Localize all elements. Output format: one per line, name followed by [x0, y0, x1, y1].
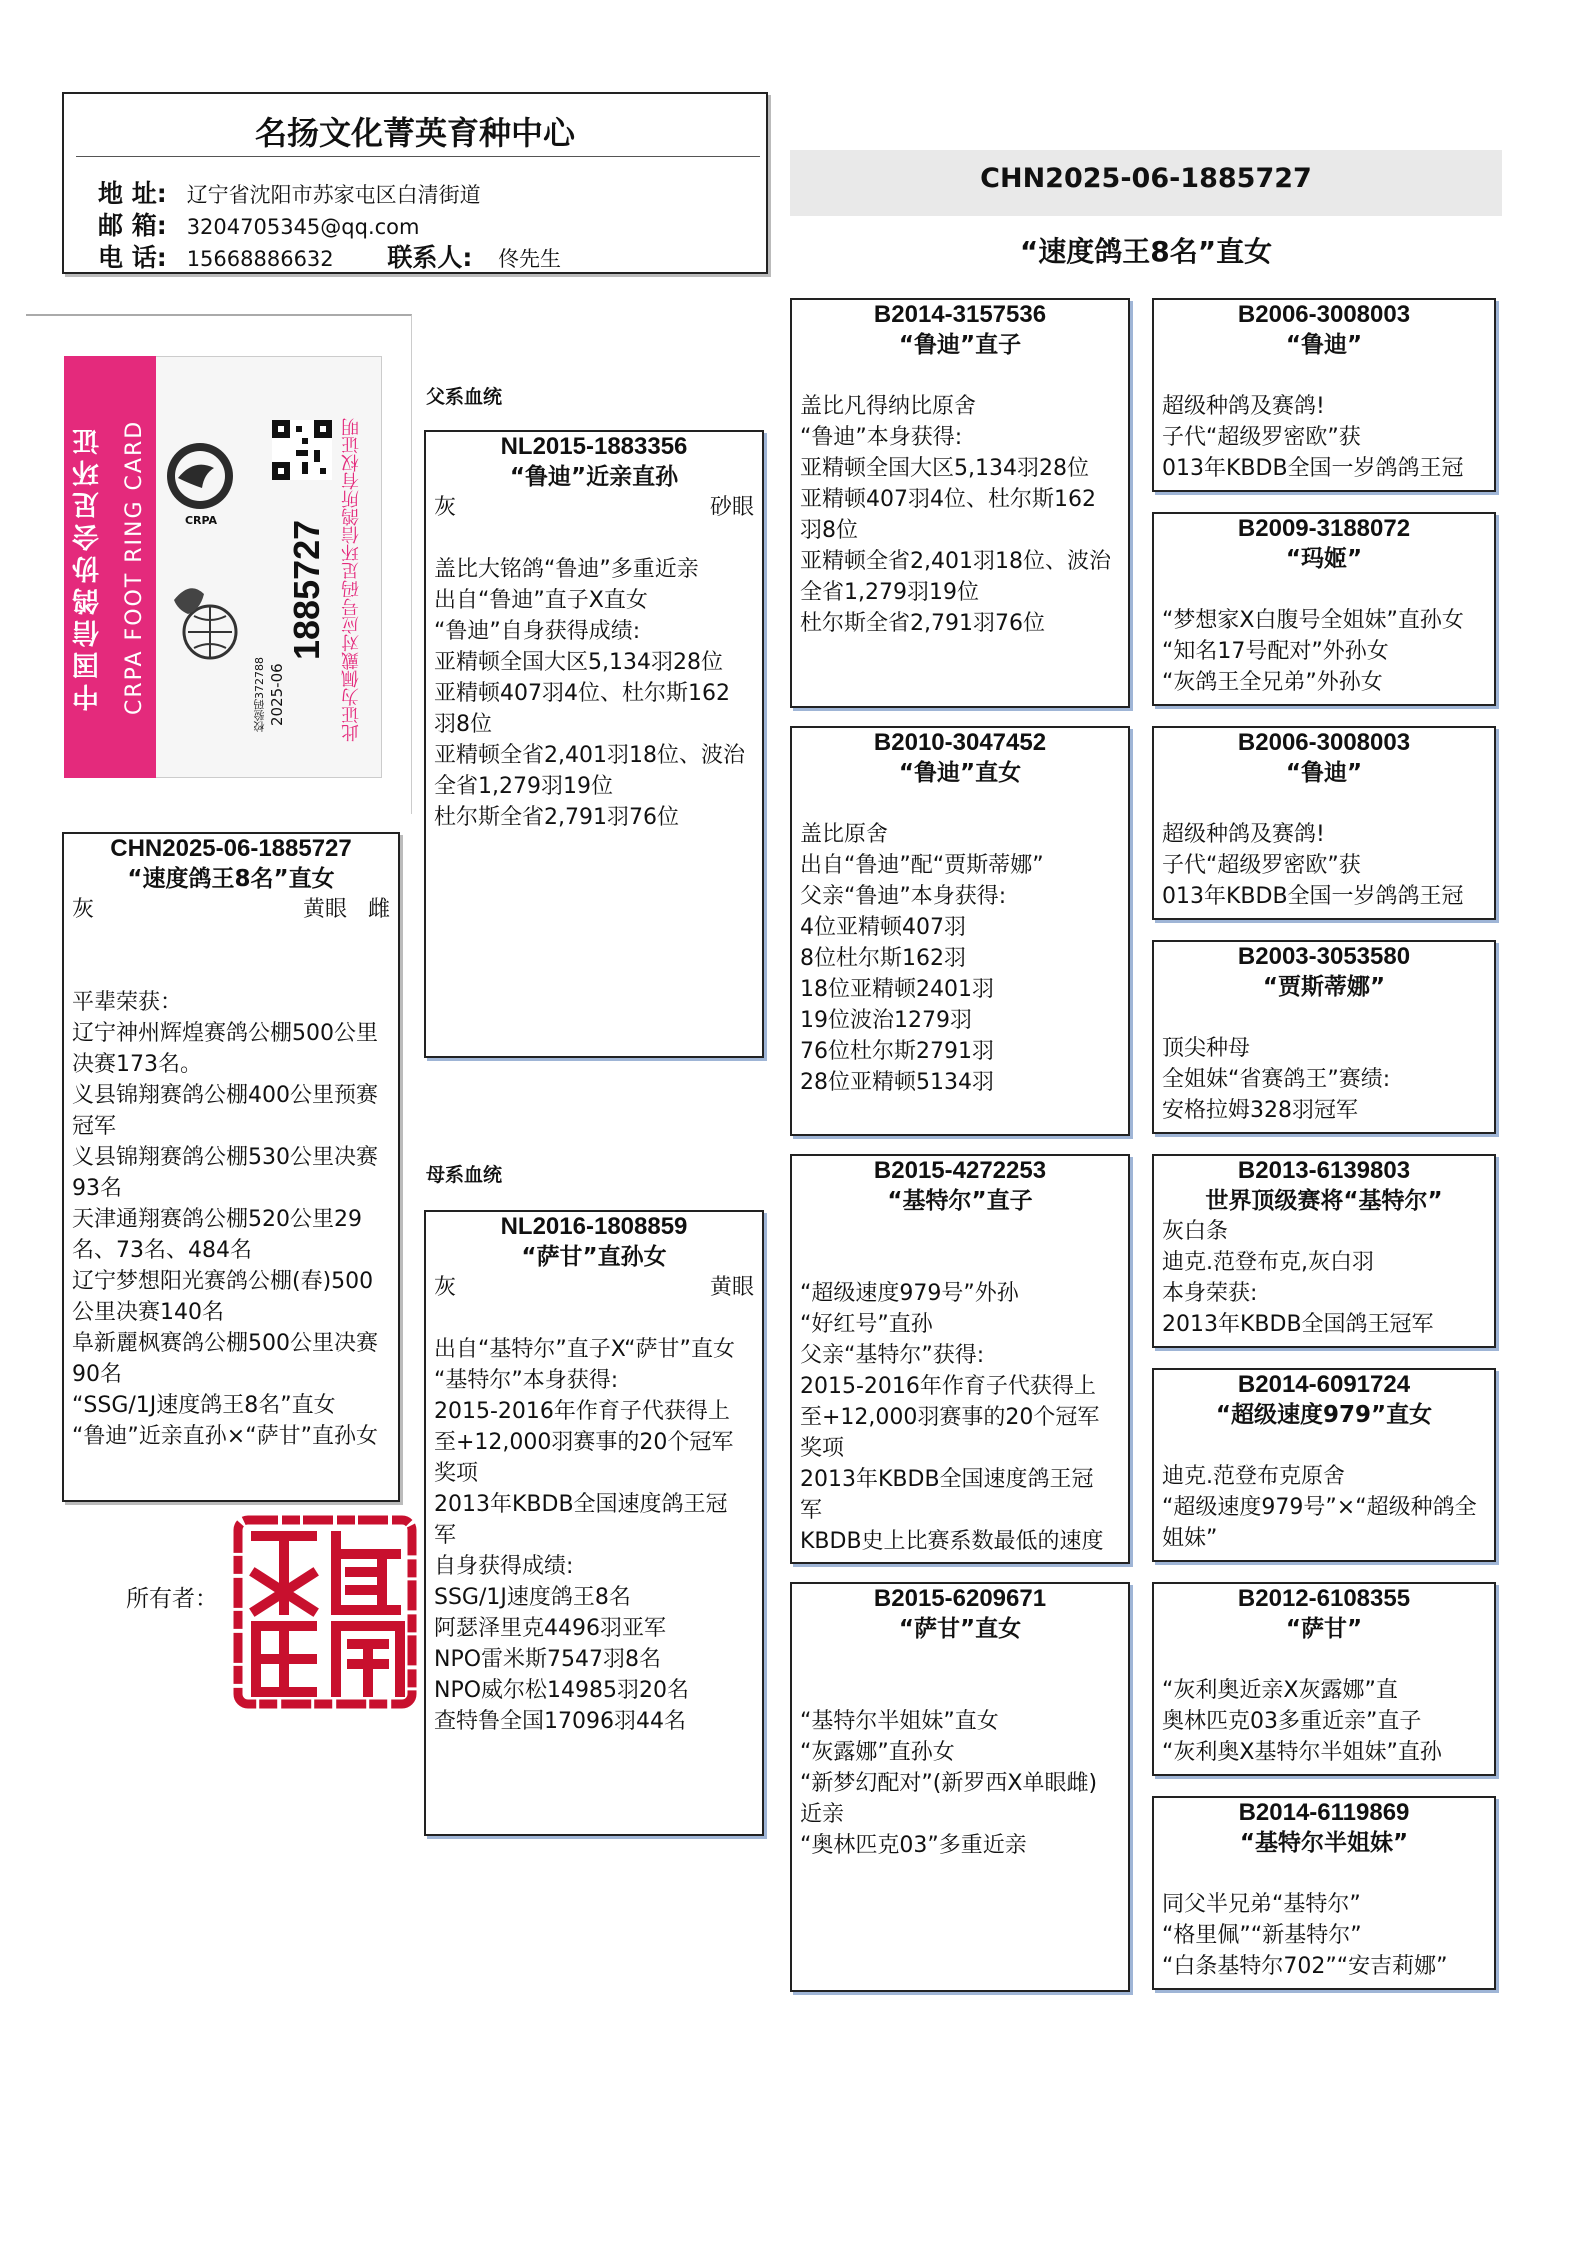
- note-line: 羽8位: [434, 712, 492, 737]
- note-line: 辽宁神州辉煌赛鸽公棚500公里: [72, 1021, 378, 1046]
- note-line: 羽8位: [800, 518, 858, 543]
- sire-ring-id: NL2015-1883356: [500, 433, 688, 460]
- note-line: 76位杜尔斯2791羽: [800, 1039, 994, 1064]
- ring-card-org-en: CRPA FOOT RING CARD: [122, 419, 147, 715]
- ggp-box-5: [1152, 1154, 1496, 1348]
- note-line: 全姐妹“省赛鸽王”赛绩:: [1162, 1067, 1391, 1092]
- note-line: “鲁迪”本身获得:: [800, 425, 963, 450]
- note-line: 2015-2016年作育子代获得上: [434, 1399, 730, 1424]
- note-line: SSG/1J速度鸽王8名: [434, 1585, 631, 1610]
- note-line: “超级速度979号”×“超级种鸽全: [1162, 1495, 1477, 1520]
- note-line: 盖比凡得纳比原舍: [800, 394, 977, 419]
- granddam-maternal-box: [790, 1582, 1130, 1992]
- crpa-logo-icon: [164, 440, 236, 512]
- note-line: 军: [434, 1523, 457, 1548]
- note-line: “基特尔半姐妹”直女: [800, 1709, 999, 1734]
- dam-eye: 黄眼: [709, 1275, 754, 1300]
- note-line: 8位杜尔斯162羽: [800, 946, 966, 971]
- ggp-box-2: [1152, 512, 1496, 706]
- ggp-box-8: [1152, 1796, 1496, 1990]
- note-line: “灰露娜”直孙女: [800, 1740, 955, 1765]
- note-line: 全省1,279羽19位: [434, 774, 613, 799]
- note-line: 至+12,000羽赛事的20个冠军: [434, 1430, 734, 1455]
- note-line: “灰鸽王全兄弟”外孙女: [1162, 670, 1383, 695]
- note-line: 安格拉姆328羽冠军: [1162, 1098, 1358, 1123]
- subject-notes: [64, 987, 398, 1452]
- ggp-ring-id: B2003-3053580: [1237, 943, 1411, 970]
- note-line: 杜尔斯全省2,791羽76位: [434, 805, 679, 830]
- note-line: 亚精顿407羽4位、杜尔斯162: [434, 681, 730, 706]
- ggp-ring-id: B2014-6091724: [1237, 1371, 1411, 1398]
- subject-ring-id: CHN2025-06-1885727: [110, 835, 352, 862]
- subject-traits: [64, 894, 398, 925]
- dam-color: 灰: [434, 1275, 457, 1300]
- sire-name: “鲁迪”近亲直孙: [509, 464, 679, 490]
- note-line: “SSG/1J速度鸽王8名”直女: [72, 1393, 336, 1418]
- note-line: 灰白条: [1162, 1219, 1229, 1244]
- ggp-ring-id: B2006-3008003: [1237, 729, 1411, 756]
- note-line: 2013年KBDB全国速度鸽王冠: [800, 1467, 1094, 1492]
- note-line: 义县锦翔赛鸽公棚400公里预赛: [72, 1083, 378, 1108]
- note-line: 亚精顿全省2,401羽18位、波治: [434, 743, 745, 768]
- note-line: 奥林匹克03多重近亲”直子: [1162, 1709, 1422, 1734]
- gp-name: “基特尔”直子: [887, 1188, 1033, 1214]
- note-line: “新梦幻配对”(新罗西X单眼雌): [800, 1771, 1098, 1796]
- hero-title: “速度鸽王8名”直女: [1019, 235, 1273, 268]
- dam-ring-id: NL2016-1808859: [500, 1213, 688, 1240]
- owner-label: 所有者：: [126, 1586, 218, 1612]
- dam-section-label: 母系血统: [426, 1164, 503, 1186]
- note-line: 迪克.范登布克原舍: [1162, 1464, 1345, 1489]
- note-line: 超级种鸽及赛鸽!: [1162, 394, 1325, 419]
- note-line: 同父半兄弟“基特尔”: [1162, 1892, 1361, 1917]
- hero-ring-id: CHN2025-06-1885727: [980, 163, 1312, 194]
- breeder-info-box: [62, 92, 768, 274]
- note-line: “灰利奥X基特尔半姐妹”直孙: [1162, 1740, 1442, 1765]
- note-line: 本身荣获:: [1162, 1281, 1258, 1306]
- ggp-ring-id: B2006-3008003: [1237, 301, 1411, 328]
- pigeon-globe-icon: [170, 570, 240, 690]
- subject-sex: 雌: [367, 897, 390, 922]
- note-line: “超级速度979号”外孙: [800, 1281, 1019, 1306]
- note-line: 姐妹”: [1162, 1526, 1218, 1551]
- phone-row: [98, 238, 561, 274]
- ggp-ring-id: B2013-6139803: [1237, 1157, 1411, 1184]
- ring-card-org-zh: 中国信鸽协会足环证: [73, 423, 104, 711]
- note-line: 013年KBDB全国一岁鸽鸽王冠: [1162, 884, 1464, 909]
- note-line: 出自“鲁迪”配“贾斯蒂娜”: [800, 853, 1044, 878]
- phone-label: 电 话:: [98, 243, 167, 272]
- gp-name: “鲁迪”直子: [898, 332, 1022, 358]
- note-line: 19位波治1279羽: [800, 1008, 972, 1033]
- ggp-name: “超级速度979”直女: [1215, 1402, 1433, 1428]
- note-line: KBDB史上比赛系数最低的速度: [800, 1529, 1104, 1554]
- phone-value: 15668886632: [186, 247, 334, 271]
- sire-color: 灰: [434, 495, 457, 520]
- ggp-name: “贾斯蒂娜”: [1262, 974, 1386, 1000]
- note-line: “奥林匹克03”多重近亲: [800, 1833, 1027, 1858]
- contact-value: 佟先生: [498, 247, 562, 271]
- note-line: “灰利奥近亲X灰露娜”直: [1162, 1678, 1398, 1703]
- address-row: [98, 174, 481, 210]
- ggp-ring-id: B2009-3188072: [1237, 515, 1411, 542]
- ggp-box-4: [1152, 940, 1496, 1134]
- note-line: 全省1,279羽19位: [800, 580, 979, 605]
- note-line: 亚精顿全省2,401羽18位、波治: [800, 549, 1111, 574]
- note-line: 杜尔斯全省2,791羽76位: [800, 611, 1045, 636]
- ggp-ring-id: B2014-6119869: [1238, 1799, 1410, 1826]
- note-line: 军: [800, 1498, 823, 1523]
- gp-name: “鲁迪”直女: [898, 760, 1022, 786]
- note-line: 出自“鲁迪”直子X直女: [434, 588, 648, 613]
- email-row: [98, 206, 419, 242]
- subject-eye: 黄眼: [302, 897, 347, 922]
- sire-section-label: 父系血统: [426, 386, 503, 408]
- note-line: 子代“超级罗密欧”获: [1162, 425, 1361, 450]
- email-value: 3204705345@qq.com: [186, 215, 420, 239]
- ggp-ring-id: B2012-6108355: [1237, 1585, 1411, 1612]
- note-line: NPO威尔松14985羽20名: [434, 1678, 690, 1703]
- note-line: 013年KBDB全国一岁鸽鸽王冠: [1162, 456, 1464, 481]
- note-line: 顶尖种母: [1162, 1036, 1251, 1061]
- note-line: NPO雷米斯7547羽8名: [434, 1647, 662, 1672]
- subject-color: 灰: [72, 897, 95, 922]
- ggp-box-1: [1152, 298, 1496, 492]
- ggp-name: “鲁迪”: [1285, 332, 1363, 358]
- note-line: 辽宁梦想阳光赛鸽公棚(春)500: [72, 1269, 374, 1294]
- address-label: 地 址:: [98, 179, 167, 208]
- note-line: 天津通翔赛鸽公棚520公里29: [72, 1207, 362, 1232]
- note-line: 2013年KBDB全国速度鸽王冠: [434, 1492, 728, 1517]
- sire-eye: 砂眼: [709, 495, 754, 520]
- dam-name: “萨甘”直孙女: [521, 1244, 667, 1270]
- crpa-logo-text: CRPA: [184, 514, 218, 527]
- ggp-name: 世界顶级赛将“基特尔”: [1205, 1188, 1443, 1214]
- note-line: “知名17号配对”外孙女: [1162, 639, 1389, 664]
- note-line: 至+12,000羽赛事的20个冠军: [800, 1405, 1100, 1430]
- ring-ownership-note: 此证为佩戴对应号码足环信鸽所有权证明: [341, 418, 362, 742]
- gp-ring-id: B2014-3157536: [873, 301, 1047, 328]
- ggp-name: “鲁迪”: [1285, 760, 1363, 786]
- note-line: 阿瑟泽里克4496羽亚军: [434, 1616, 666, 1641]
- owner-seal-stamp-icon: [232, 1514, 418, 1710]
- contact-label: 联系人:: [387, 243, 473, 272]
- dam-box: [424, 1210, 764, 1836]
- note-line: 子代“超级罗密欧”获: [1162, 853, 1361, 878]
- ggp-name: “萨甘”: [1285, 1616, 1363, 1642]
- note-line: 亚精顿全国大区5,134羽28位: [800, 456, 1089, 481]
- gp-ring-id: B2010-3047452: [873, 729, 1047, 756]
- note-line: 93名: [72, 1176, 122, 1201]
- note-line: “基特尔”本身获得:: [434, 1368, 619, 1393]
- note-line: 迪克.范登布克,灰白羽: [1162, 1250, 1374, 1275]
- note-line: 查特鲁全国17096羽44名: [434, 1709, 686, 1734]
- note-line: 冠军: [72, 1114, 117, 1139]
- ggp-name: “玛姬”: [1285, 546, 1363, 572]
- note-line: 父亲“鲁迪”本身获得:: [800, 884, 1007, 909]
- note-line: 阜新麗枫赛鸽公棚500公里决赛: [72, 1331, 378, 1356]
- note-line: 亚精顿全国大区5,134羽28位: [434, 650, 723, 675]
- ring-date: 2025-06: [268, 663, 286, 727]
- note-line: 2015-2016年作育子代获得上: [800, 1374, 1096, 1399]
- ring-check-code: 校验码372788: [253, 657, 266, 733]
- note-line: 4位亚精顿407羽: [800, 915, 966, 940]
- grandsire-paternal-box: [790, 298, 1130, 708]
- note-line: 盖比原舍: [800, 822, 889, 847]
- note-line: “格里佩”“新基特尔”: [1162, 1923, 1362, 1948]
- note-line: 公里决赛140名: [72, 1300, 224, 1325]
- note-line: “白条基特尔702”“安吉莉娜”: [1162, 1954, 1448, 1979]
- ggp-box-3: [1152, 726, 1496, 920]
- note-line: 奖项: [800, 1436, 845, 1461]
- note-line: 28位亚精顿5134羽: [800, 1070, 994, 1095]
- note-line: 义县锦翔赛鸽公棚530公里决赛: [72, 1145, 378, 1170]
- note-line: 亚精顿407羽4位、杜尔斯162: [800, 487, 1096, 512]
- note-line: 近亲: [800, 1802, 845, 1827]
- sire-box: [424, 430, 764, 1058]
- note-line: 超级种鸽及赛鸽!: [1162, 822, 1325, 847]
- grandsire-maternal-box: [790, 1154, 1130, 1564]
- note-line: 自身获得成绩:: [434, 1554, 574, 1579]
- sire-traits: [426, 492, 762, 523]
- note-line: 奖项: [434, 1461, 479, 1486]
- address-value: 辽宁省沈阳市苏家屯区白清街道: [186, 183, 481, 207]
- ggp-box-7: [1152, 1582, 1496, 1776]
- subject-name: “速度鸽王8名”直女: [127, 866, 335, 892]
- granddam-paternal-box: [790, 726, 1130, 1136]
- note-line: 18位亚精顿2401羽: [800, 977, 994, 1002]
- note-line: 父亲“基特尔”获得:: [800, 1343, 985, 1368]
- ring-number: 1885727: [286, 519, 327, 661]
- note-line: “梦想家X白腹号全姐妹”直孙女: [1162, 608, 1464, 633]
- divider: [76, 156, 760, 157]
- note-line: “好红号”直孙: [800, 1312, 933, 1337]
- email-label: 邮 箱:: [98, 211, 167, 240]
- note-line: 盖比大铭鸽“鲁迪”多重近亲: [434, 557, 699, 582]
- note-line: “鲁迪”近亲直孙×“萨甘”直孙女: [72, 1424, 379, 1449]
- ggp-name: “基特尔半姐妹”: [1239, 1830, 1409, 1856]
- note-line: 名、73名、484名: [72, 1238, 252, 1263]
- dam-traits: [426, 1272, 762, 1303]
- gp-ring-id: B2015-6209671: [873, 1585, 1047, 1612]
- note-line: 决赛173名。: [72, 1052, 202, 1077]
- note-line: 出自“基特尔”直子X“萨甘”直女: [434, 1337, 735, 1362]
- subject-box: [62, 832, 400, 1502]
- gp-ring-id: B2015-4272253: [873, 1157, 1047, 1184]
- note-line: 平辈荣获：: [72, 990, 183, 1015]
- ggp-box-6: [1152, 1368, 1496, 1562]
- note-line: 90名: [72, 1362, 122, 1387]
- gp-name: “萨甘”直女: [898, 1616, 1022, 1642]
- breeder-name: 名扬文化菁英育种中心: [254, 114, 575, 152]
- note-line: 2013年KBDB全国鸽王冠军: [1162, 1312, 1434, 1337]
- note-line: “鲁迪”自身获得成绩:: [434, 619, 641, 644]
